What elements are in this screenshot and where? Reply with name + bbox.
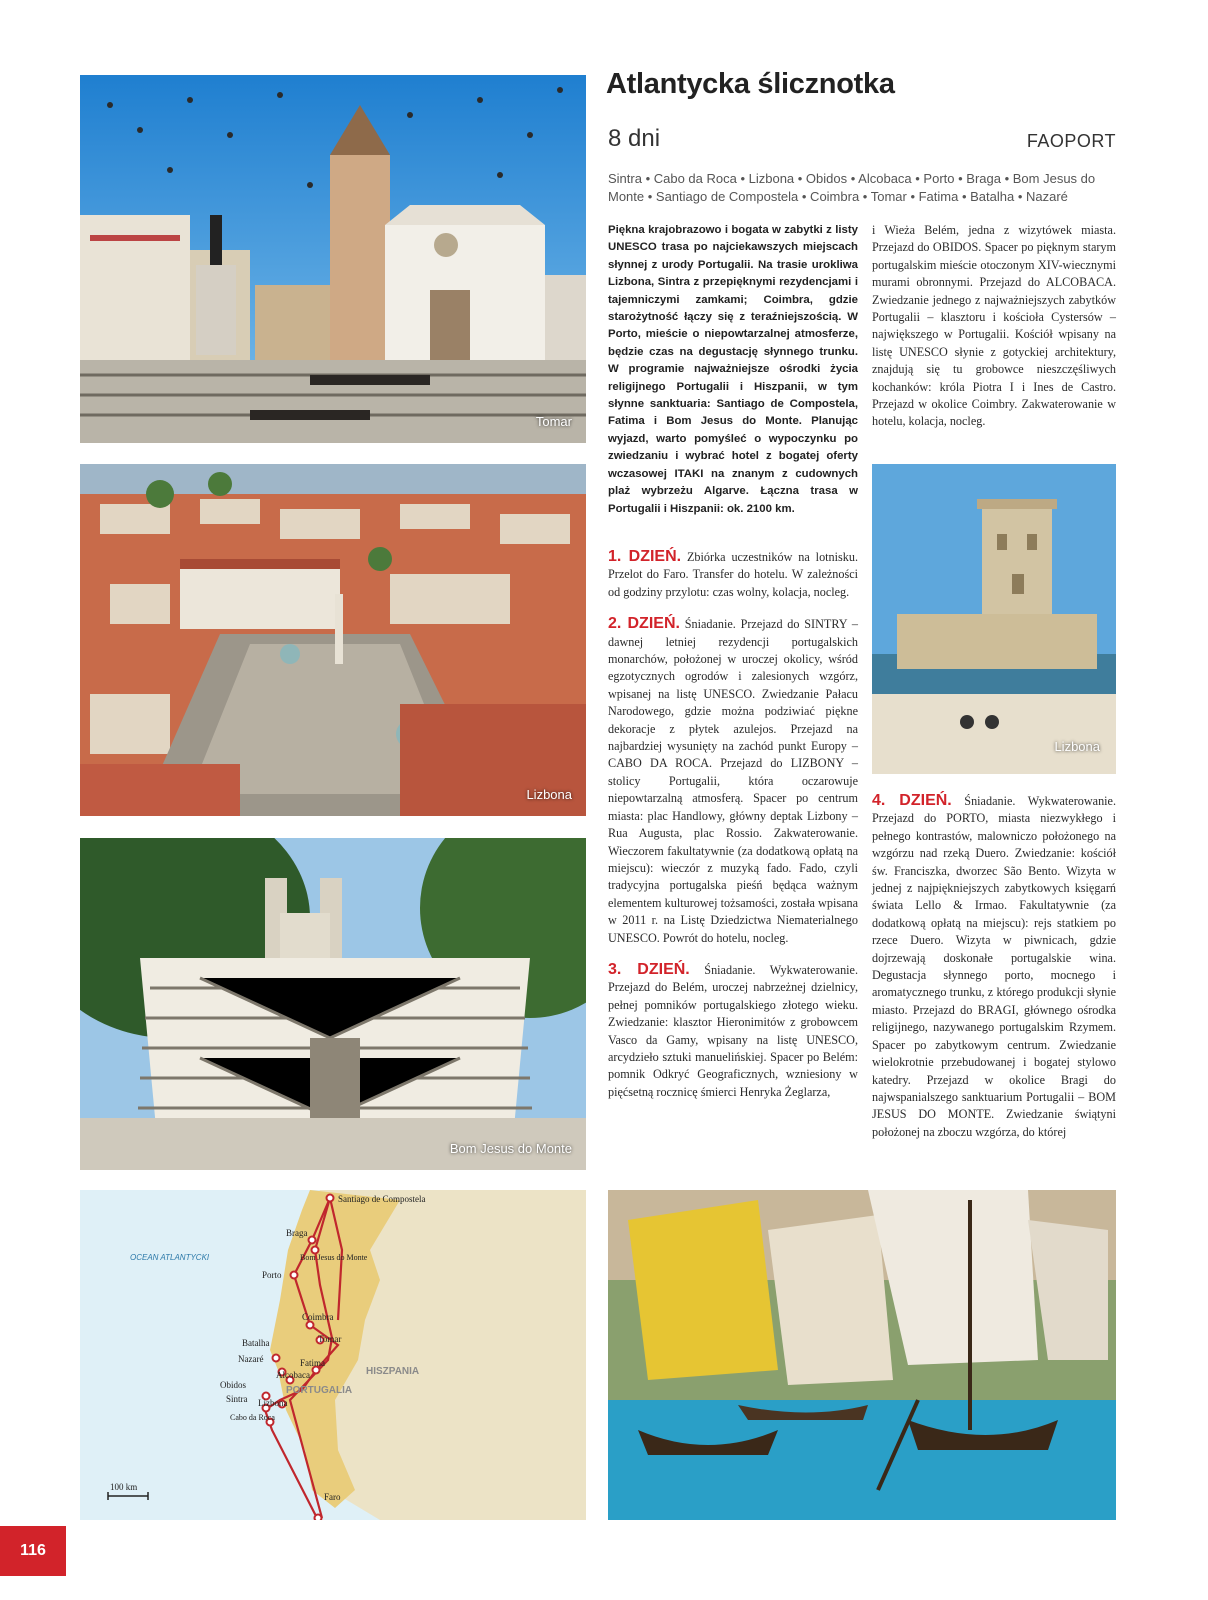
photo-caption: Lizbona: [1054, 739, 1100, 754]
map-city-batalha: Batalha: [242, 1338, 270, 1348]
map-sea-label: OCEAN ATLANTYCKI: [130, 1253, 210, 1262]
photo-caption: Lizbona: [526, 787, 572, 802]
map-city-porto: Porto: [262, 1270, 282, 1280]
photo-belem-tower: [872, 464, 1116, 774]
map-city-coimbra: Coimbra: [302, 1312, 334, 1322]
text-column-2b: [872, 792, 1116, 1141]
route-map: [80, 1190, 586, 1520]
day-text: Śniadanie. Przejazd do SINTRY – dawnej letniej rezydencji portugalskich monarchów, położonej w uroczej okolicy, wśród egzotycznych ogrodów i zalesionych wzgórz, wpisanej na listę UNESCO. Zwiedzanie Pałacu Narodowego, gdzie można podziwiać piękne dekoracje z płytek azulejos. Przejazd na najbardziej wysunięty na zachód punkt Europy – CABO DA ROCA. Przejazd do LIZBONY – stolicy Portugalii, która oczarowuje niepowtarzalną atmosferą. Spacer po centrum miasta: plac Handlowy, główny deptak Lizbony – Rua Augusta, plac Rossio. Zakwaterowanie. Wieczorem fakultatywnie (za dodatkową opłatą na miejscu): wieczór z muzyką fado. Fado, czyli tradycyjna portugalska pieśń będąca ważnym elementem kulturowej tożsamości, została wpisana w 2011 r. na Listę Dziedzictwa Niematerialnego UNESCO. Powrót do hotelu, nocleg.: [608, 617, 858, 945]
day-text: Zbiórka uczestników na lotnisku. Przelot do Faro. Transfer do hotelu. W zależności od godziny przylotu: czas wolny, kolacja, nocleg.: [608, 550, 859, 599]
map-country-pt: PORTUGALIA: [286, 1385, 353, 1396]
day-text: Śniadanie. Wykwaterowanie. Przejazd do PORTO, miasta niezwykłego i pełnego kontrastów, malowniczo położonego na wzgórzu nad rzeką Duero. Zwiedzanie: kościół św. Franciszka, dworzec São Bento. Wizyta w jednej z najpiękniejszych zabytkowych księgarń świata Lello & Irmao. Fakultatywnie (za dodatkową opłatą na miejscu): rejs statkiem po rzece Duero. Wizyta w piwnicach, gdzie dojrzewają doskonałe portugalskie wina. Degustacja słynnego porto, mocnego i aromatycznego trunku, z którego produkcji słynie miasto. Przejazd do BRAGI, głównego ośrodka religijnego, nazywanego portugalskim Rzymem. Spacer po zabytkowym centrum. Zwiedzanie wielokrotnie przebudowanej i bogatej stylowo katedry. Przejazd w okolice Bragi do najwspanialszego sanktuarium Portugalii – BOM JESUS DO MONTE. Zwiedzanie świątyni położonej na zboczu wzgórza, do której: [872, 794, 1117, 1139]
photo-bom-jesus: [80, 838, 586, 1170]
photo-lizbona-square: [80, 464, 586, 816]
map-city-nazare: Nazaré: [238, 1354, 264, 1364]
map-city-lizbona: Lizbona: [258, 1398, 288, 1408]
map-city-braga: Braga: [286, 1228, 308, 1238]
map-city-alcobaca: Alcobaca: [276, 1370, 310, 1380]
day-2: [608, 615, 858, 947]
day-3-continued: i Wieża Belém, jedna z wizytówek miasta. Przejazd do OBIDOS. Spacer po pięknym starym portugalskim mieście otoczonym XIV-wiecznymi murami obronnymi. Przejazd do ALCOBACA. Zwiedzanie jednego z najważniejszych zabytków Portugalii – klasztoru i kościoła Cystersów – największego w Portugalii. Kościół wpisany na listę UNESCO słynie z gotyckiej architektury, znajdują się tu grobowce nieszczęśliwych kochanków: króla Piotra I i Ines de Castro. Przejazd w okolice Coimbry. Zakwaterowanie w hotelu, kolacja, nocleg.: [872, 223, 1116, 429]
day-heading: 4. DZIEŃ.: [872, 792, 952, 809]
photo-caption: Tomar: [535, 414, 572, 429]
route-list: Sintra • Cabo da Roca • Lizbona • Obidos • Alcobaca • Porto • Braga • Bom Jesus do Monte • Santiago de Compostela • Coimbra • Tomar • Fatima • Batalha • Nazaré: [608, 171, 1096, 204]
day-1: [608, 548, 858, 601]
page-number: 116: [0, 1526, 66, 1576]
map-city-santiago: Santiago de Compostela: [338, 1194, 426, 1204]
page-title: Atlantycka ślicznotka: [606, 68, 895, 100]
map-city-bom-jesus: Bom Jesus do Monte: [300, 1253, 368, 1262]
map-city-faro: Faro: [324, 1492, 341, 1502]
map-country-es: HISZPANIA: [366, 1366, 420, 1377]
photo-tomar: [80, 75, 586, 443]
day-heading: 2. DZIEŃ.: [608, 615, 680, 633]
map-city-fatima: Fatima: [300, 1358, 325, 1368]
text-column-1: [608, 548, 858, 1115]
map-city-tomar: Tomar: [318, 1334, 342, 1344]
day-text: Śniadanie. Wykwaterowanie. Przejazd do Belém, uroczej nabrzeżnej dzielnicy, pełnej pomników portugalskiego złotego wieku. Zwiedzanie: klasztor Hieronimitów z grobowcem Vasco da Gamy, wpisany na listę UNESCO, arcydzieło sztuki manuelińskiej. Spacer po Belém: pomnik Odkryć Geograficznych, wzniesiony w pięćsetną rocznicę śmierci Henryka Żeglarza,: [608, 962, 859, 1099]
day-3: [608, 961, 858, 1101]
day-heading: 1. DZIEŃ.: [608, 548, 682, 565]
tour-duration: 8 dni: [608, 125, 661, 152]
tour-code: FAOPORT: [1026, 131, 1116, 151]
map-city-sintra: Sintra: [226, 1394, 248, 1404]
map-city-cabo: Cabo da Roca: [230, 1413, 275, 1422]
day-heading: 3. DZIEŃ.: [608, 960, 690, 978]
intro-text: Piękna krajobrazowo i bogata w zabytki z listy UNESCO trasa po najciekawszych miejscach słynnej z urody Portugalii. Na trasie urokliwa Lizbona, Sintra z przepięknymi rezydencjami i tajemniczymi zamkami; Coimbra, gdzie starożytność łączy się z teraźniejszością. W Porto, mieście o niepowtarzalnej atmosferze, będzie czas na degustację słynnego trunku. W programie najważniejsze ośrodki życia religijnego Portugalii i Hiszpanii, w tym słynne sanktuaria: Santiago de Compostela, Fatima i Bom Jesus do Monte. Planując wyjazd, warto pomyśleć o wypoczynku po zwiedzaniu i wybrać hotel z bogatej oferty wczasowej ITAKI na znanym z cudownych plaż wybrzeżu Algarve. Łączna trasa w Portugalii i Hiszpanii: ok. 2100 km.: [608, 224, 858, 515]
text-column-2: [872, 222, 1116, 431]
map-city-obidos: Obidos: [220, 1380, 247, 1390]
photo-caption: Bom Jesus do Monte: [449, 1141, 572, 1156]
photo-porto-boats: [608, 1190, 1116, 1520]
map-scale: 100 km: [110, 1482, 138, 1492]
